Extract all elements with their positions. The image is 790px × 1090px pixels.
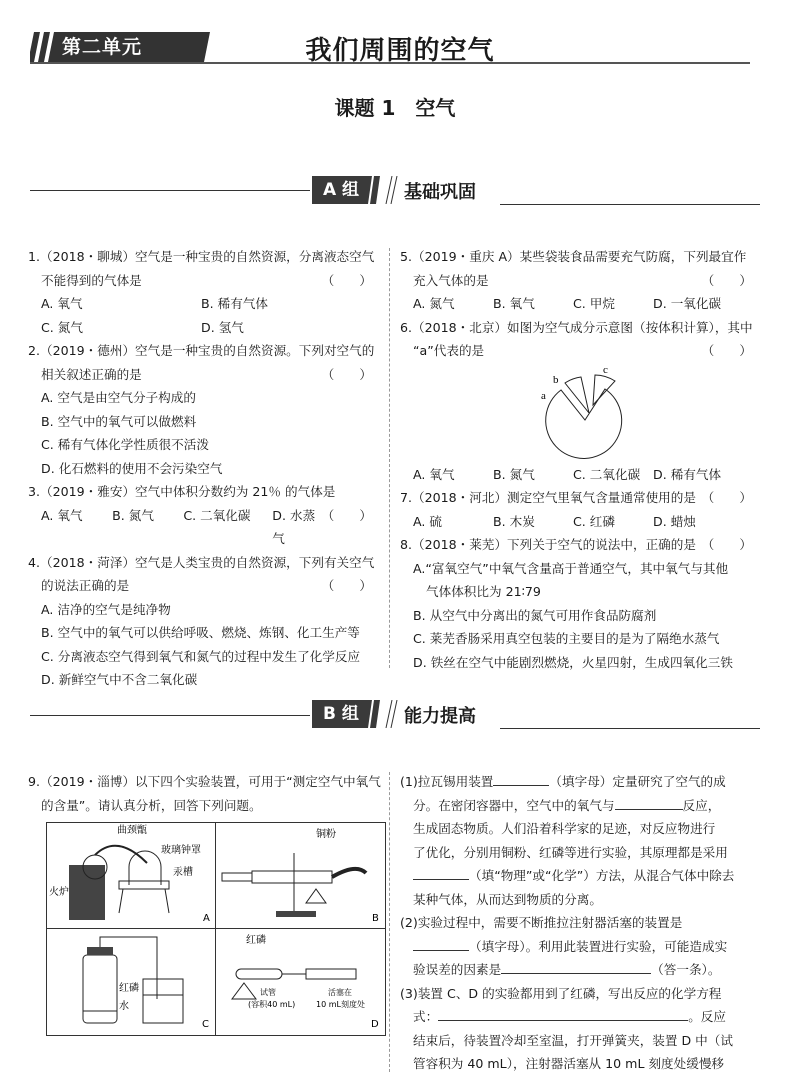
q1-stem-cont: 不能得到的气体是 [41, 272, 142, 288]
q3-option-a: A. 氧气 [41, 507, 83, 523]
glass-bell-jar-shape [129, 851, 161, 885]
group-a-slash [382, 176, 402, 204]
q9-part1-c: 分。在密闭容器中，空气中的氧气与 [413, 797, 615, 813]
blank-equation[interactable] [438, 1020, 688, 1021]
label-a: A [203, 913, 210, 924]
apparatus-a [47, 823, 214, 927]
q9-stem: 9.（2019・淄博）以下四个实验装置，可用于“测定空气中氧气 [28, 774, 381, 789]
q9-part1-d: 反应， [682, 797, 721, 813]
label-water: 水 [119, 1001, 129, 1012]
blank-push-pull-letter[interactable] [413, 950, 469, 951]
group-a-label: A 组 [322, 180, 360, 200]
q2-option-a: A. 空气是由空气分子构成的 [41, 390, 196, 405]
q8-option-c: C. 莱芜香肠采用真空包装的主要目的是为了隔绝水蒸气 [413, 631, 720, 646]
q9-part3-a: (3)装置 C、D 的实验都用到了红磷，写出反应的化学方程 [400, 985, 722, 1001]
q4-stem: 4.（2018・菏泽）空气是人类宝贵的自然资源，下列有关空气 [28, 554, 375, 570]
q4-option-c: C. 分离液态空气得到氧气和氮气的过程中发生了化学反应 [41, 648, 361, 664]
label-red-phosphorus-c: 红磷 [119, 983, 139, 994]
q8-option-d: D. 铁丝在空气中能剧烈燃烧，火星四射，生成四氧化三铁 [413, 654, 733, 670]
unit-label: 第二单元 [62, 36, 143, 58]
label-retort: 曲颈甑 [117, 825, 147, 836]
label-bell-jar: 玻璃钟罩 [161, 845, 201, 856]
pie-slice-a [546, 389, 622, 458]
group-a-title: 基础巩固 [404, 182, 476, 203]
label-b: B [372, 913, 379, 924]
q6-answer-paren[interactable]: （ ） [701, 343, 752, 358]
blank-reactant[interactable] [615, 809, 683, 810]
q7-option-c: C. 红磷 [573, 513, 615, 529]
label-tube-volume: (容积40 mL) [248, 1000, 296, 1009]
right-column-b [400, 770, 760, 1076]
q9-part2-a: (2)实验过程中，需要不断推拉注射器活塞的装置是 [400, 915, 683, 930]
q5-option-d: D. 一氧化碳 [653, 296, 722, 311]
q7-stem: 7.（2018・河北）测定空气里氧气含量通常使用的是 [400, 490, 696, 505]
q7-option-a: A. 硫 [413, 513, 442, 529]
syringe-d [306, 969, 356, 979]
q1-answer-paren[interactable]: （ ） [321, 272, 372, 288]
label-furnace: 火炉 [49, 887, 69, 898]
q7-option-d: D. 蜡烛 [653, 513, 696, 529]
label-red-phosphorus-d: 红磷 [246, 935, 266, 946]
lesson-title: 课题 1 空气 [334, 96, 456, 120]
q5-option-b: B. 氧气 [493, 296, 535, 311]
q7-option-b: B. 木炭 [493, 513, 535, 529]
q6-stem: 6.（2018・北京）如图为空气成分示意图（按体积计算），其中 [400, 319, 753, 335]
blank-method[interactable] [413, 879, 469, 880]
q5-answer-paren[interactable]: （ ） [701, 272, 752, 288]
q9-part2-d: （答一条）。 [651, 962, 721, 977]
q8-option-a: A.“富氧空气”中氧气含量高于普通空气，其中氧气与其他 [413, 560, 729, 576]
q4-stem-cont: 的说法正确的是 [41, 578, 130, 593]
q8-answer-paren[interactable]: （ ） [701, 537, 752, 552]
balloon-shape [332, 869, 366, 877]
q9-part2-c: 验误差的因素是 [413, 962, 502, 977]
q6-option-b: B. 氮气 [493, 466, 535, 482]
q4-option-d: D. 新鲜空气中不含二氧化碳 [41, 672, 198, 687]
q1-stem: 1.（2018・聊城）空气是一种宝贵的自然资源，分离液态空气 [28, 249, 375, 264]
pie-label-b: b [553, 374, 559, 386]
q9-part3-b: 式： [413, 1009, 439, 1024]
q7-answer-paren[interactable]: （ ） [701, 490, 752, 505]
apparatus-c [47, 929, 214, 1033]
group-a-rule-left [30, 190, 310, 191]
glass-tube [252, 871, 332, 883]
q6-stem-cont: “a”代表的是 [413, 343, 485, 358]
beaker [143, 979, 183, 1023]
q9-part1-f: 了优化，分别用铜粉、红磷等进行实验，其原理都是采用 [413, 844, 728, 860]
q5-option-a: A. 氮气 [413, 296, 455, 311]
left-column-b [28, 770, 380, 817]
q8-stem: 8.（2018・莱芜）下列关于空气的说法中，正确的是 [400, 537, 696, 552]
label-c: C [202, 1019, 209, 1030]
furnace-shape [69, 865, 105, 920]
q9-part3-c: 。反应 [688, 1009, 726, 1024]
label-piston-scale: 10 mL刻度处 [316, 1000, 365, 1009]
test-tube [236, 969, 282, 979]
blank-error-factor[interactable] [501, 973, 651, 974]
label-d: D [371, 1019, 379, 1030]
stand-base [276, 911, 316, 917]
blank-apparatus-letter[interactable] [493, 785, 549, 786]
q1-option-b: B. 稀有气体 [201, 296, 269, 311]
q3-option-d: D. 水蒸气 [272, 507, 316, 546]
alcohol-lamp [306, 889, 326, 903]
q9-stem-cont: 的含量”。请认真分析，回答下列问题。 [41, 797, 262, 813]
q6-option-c: C. 二氧化碳 [573, 466, 641, 482]
q2-option-c: C. 稀有气体化学性质很不活泼 [41, 437, 209, 452]
q3-option-b: B. 氮气 [112, 507, 154, 523]
q8-option-b: B. 从空气中分离出的氮气可用作食品防腐剂 [413, 607, 657, 623]
q2-stem: 2.（2019・德州）空气是一种宝贵的自然资源。下列对空气的 [28, 343, 375, 358]
q3-answer-paren[interactable]: （ ） [321, 507, 372, 523]
group-b-label: B 组 [323, 704, 359, 724]
air-composition-pie [535, 365, 645, 465]
chapter-title: 我们周围的空气 [305, 36, 495, 66]
q2-option-b: B. 空气中的氧气可以做燃料 [41, 413, 197, 429]
q1-option-d: D. 氢气 [201, 319, 244, 335]
apparatus-b [216, 823, 384, 927]
gas-bottle [83, 955, 117, 1023]
q2-option-d: D. 化石燃料的使用不会污染空气 [41, 460, 223, 476]
q2-answer-paren[interactable]: （ ） [321, 366, 372, 382]
q9-part1-a: (1)拉瓦锡用装置 [400, 774, 494, 789]
bottle-stopper [87, 947, 113, 955]
pie-label-a: a [541, 390, 546, 402]
q9-part1-h: 某种气体，从而达到物质的分离。 [413, 891, 602, 907]
q2-stem-cont: 相关叙述正确的是 [41, 366, 142, 382]
apparatus-d [216, 929, 384, 1033]
pie-label-c: c [603, 365, 608, 376]
q5-stem-cont: 充入气体的是 [413, 272, 489, 288]
group-a-rule-right [500, 204, 760, 205]
q9-part3-d: 结束后，待装置冷却至室温，打开弹簧夹，装置 D 中（试 [413, 1032, 733, 1048]
q9-part3-e: 管容积为 40 mL），注射器活塞从 10 mL 刻度处缓慢移 [413, 1056, 725, 1071]
group-b-rule-left [30, 715, 310, 716]
q3-stem: 3.（2019・雅安）空气中体积分数约为 21％ 的气体是 [28, 484, 336, 499]
q4-option-a: A. 洁净的空气是纯净物 [41, 601, 171, 617]
q9-part1-e: 生成固态物质。人们沿着科学家的足迹，对反应物进行 [413, 821, 716, 836]
q9-part2-b: （填字母）。利用此装置进行实验，可能造成实 [469, 938, 728, 954]
q9-part1-g: （填“物理”或“化学”）方法，从混合气体中除去 [469, 868, 735, 883]
q8-option-a-cont: 气体体积比为 21∶79 [426, 584, 541, 599]
q5-option-c: C. 甲烷 [573, 296, 615, 311]
q3-option-c: C. 二氧化碳 [183, 507, 251, 523]
q5-stem: 5.（2019・重庆 A）某些袋装食品需要充气防腐，下列最宜作 [400, 249, 747, 264]
retort-neck [95, 846, 147, 863]
q4-answer-paren[interactable]: （ ） [321, 578, 372, 593]
q6-option-d: D. 稀有气体 [653, 466, 722, 482]
label-copper-powder: 铜粉 [316, 829, 336, 840]
column-divider-b [389, 772, 390, 1072]
syringe-left [222, 873, 252, 881]
group-b-slash [382, 700, 402, 728]
q9-part1-b: （填字母）定量研究了空气的成 [549, 774, 726, 789]
column-divider-a [389, 248, 390, 668]
group-b-rule-right [500, 728, 760, 729]
left-column-a [28, 245, 380, 692]
alcohol-lamp-d [232, 983, 256, 999]
pie-slice-b [565, 377, 589, 413]
label-piston: 活塞在 [328, 988, 352, 997]
q1-option-a: A. 氧气 [41, 296, 83, 311]
q6-option-a: A. 氧气 [413, 466, 455, 482]
label-test-tube: 试管 [260, 988, 276, 997]
label-trough: 汞槽 [173, 867, 193, 878]
q4-option-b: B. 空气中的氧气可以供给呼吸、燃烧、炼钢、化工生产等 [41, 625, 360, 640]
group-b-title: 能力提高 [404, 706, 476, 727]
q1-option-c: C. 氮气 [41, 319, 83, 335]
